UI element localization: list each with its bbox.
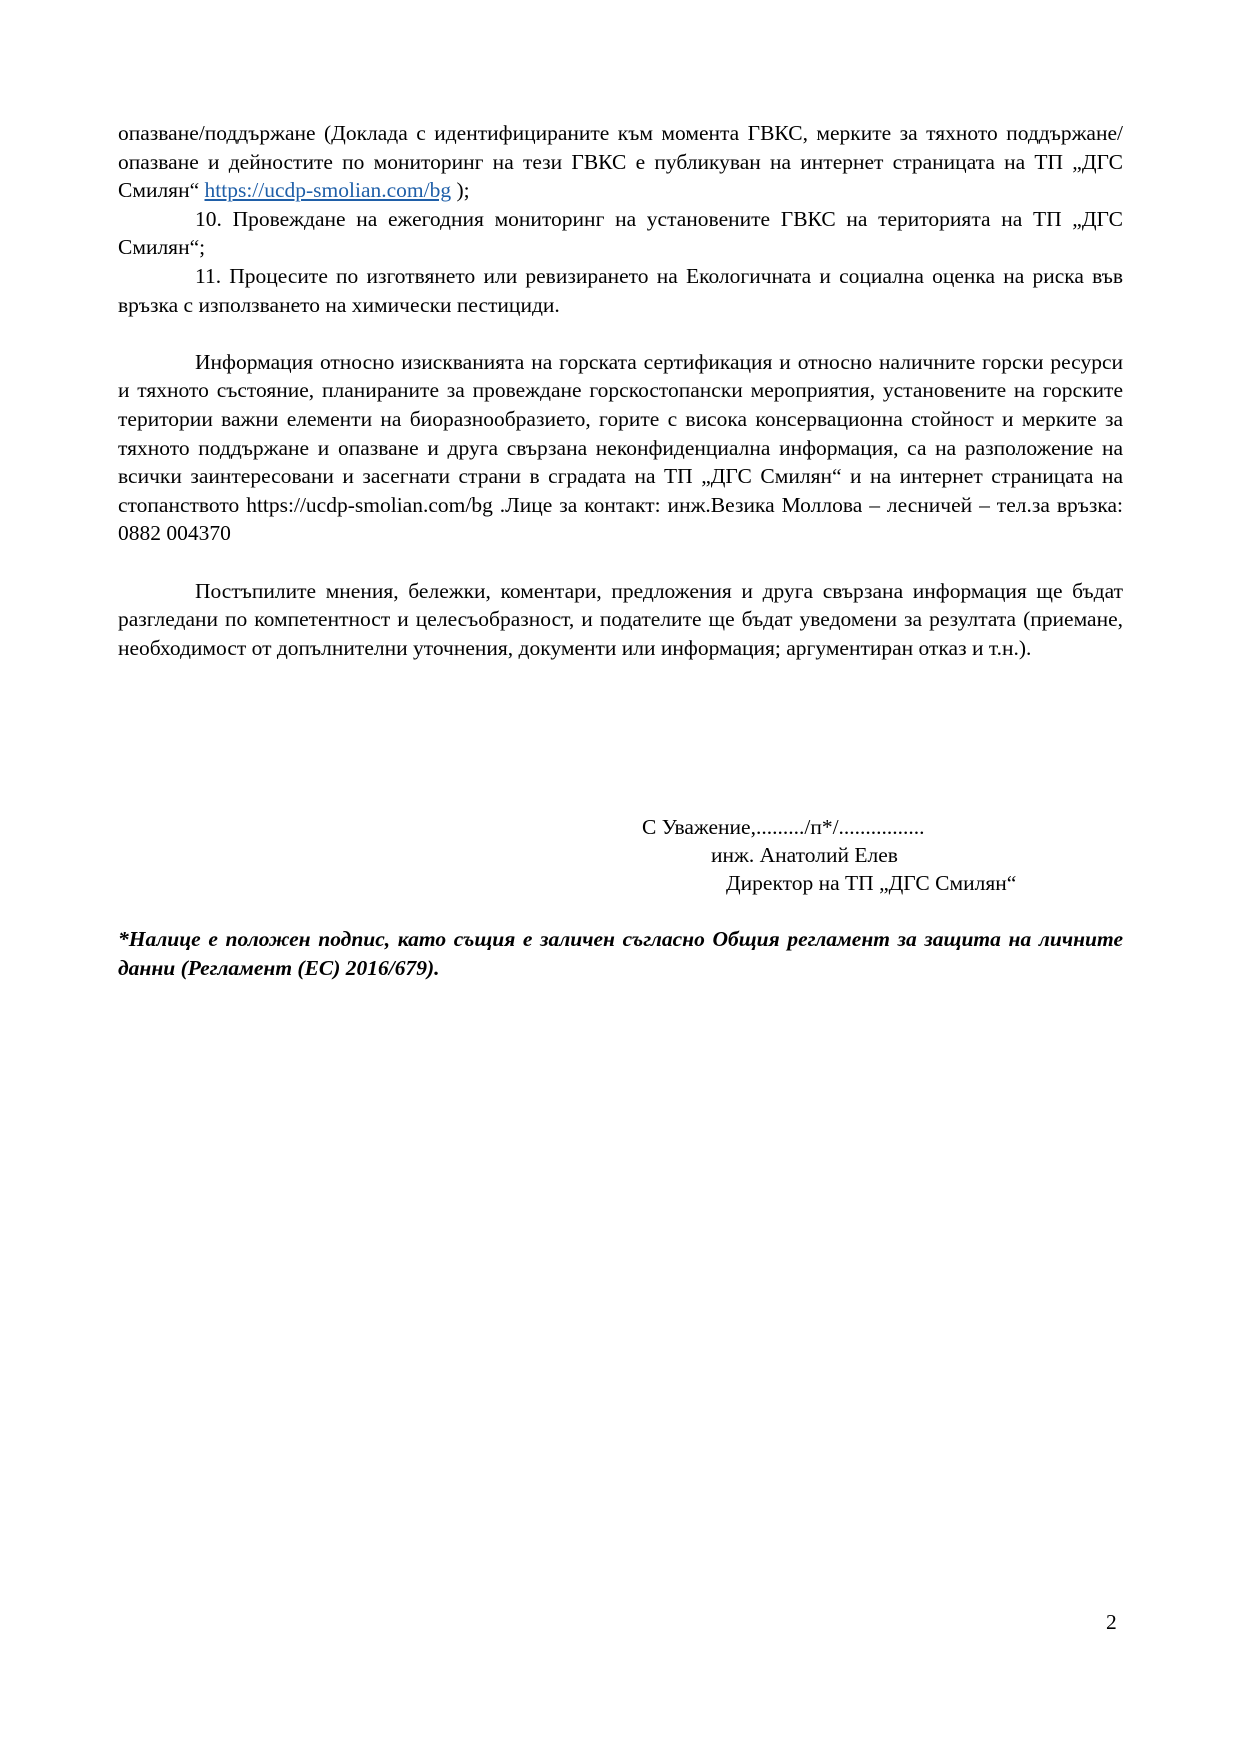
signature-title: Директор на ТП „ДГС Смилян“: [726, 871, 1017, 895]
continuation-tail: );: [451, 178, 470, 203]
privacy-footnote: *Налице е положен подпис, като същия е заличен съгласно Общия регламент за защита на личните данни (Регламент (ЕС) 2016/679).: [118, 927, 1123, 980]
items-continuation-paragraph: [118, 119, 1123, 205]
website-link[interactable]: https://ucdp-smolian.com/bg: [204, 178, 452, 203]
signature-closing: С Уважение,........./п*/................: [642, 815, 925, 839]
paragraph-spacer: [118, 548, 1123, 577]
feedback-paragraph: Постъпилите мнения, бележки, коментари, предложения и друга свързана информация ще бъдат разгледани по компетентност и целесъобразност, и подателите ще бъдат уведомени за резултата (приемане, необходимост от допълнителни уточнения, документи или информация; аргументиран отказ и т.н.).: [118, 578, 1123, 660]
continuation-text: опазване/поддържане (Доклада с идентифицираните към момента ГВКС, мерките за тяхното поддържане/опазване и дейностите по мониторинг на тези ГВКС е публикуван на интернет страницата на ТП „ДГС Смилян“: [118, 121, 1123, 203]
page-number: 2: [1106, 1610, 1117, 1634]
list-item-11: 11. Процесите по изготвянето или ревизирането на Екологичната и социална оценка на риска във връзка с използването на химически пестициди.: [118, 263, 1123, 317]
information-paragraph: Информация относно изискванията на горската сертификация и относно наличните горски ресурси и тяхното състояние, планираните за провеждане горскостопански мероприятия, установените на горските територии важни елементи на биоразнообразието, горите с висока консервационна стойност и мерките за тяхното поддържане и опазване и друга свързана неконфиденциална информация, са на разположение на всички заинтересовани и засегнати страни в сградата на ТП „ДГС Смилян“ и на интернет страницата на стопанството https://ucdp-smolian.com/bg .Лице за контакт: инж.Везика Моллова – лесничей – тел.за връзка: 0882 004370: [118, 349, 1123, 546]
paragraph-spacer: [118, 319, 1123, 348]
document-body: [118, 119, 1123, 662]
list-item-10: 10. Провеждане на ежегодния мониторинг на установените ГВКС на територията на ТП „ДГС Смилян“;: [118, 206, 1123, 260]
signature-name: инж. Анатолий Елев: [711, 843, 898, 867]
